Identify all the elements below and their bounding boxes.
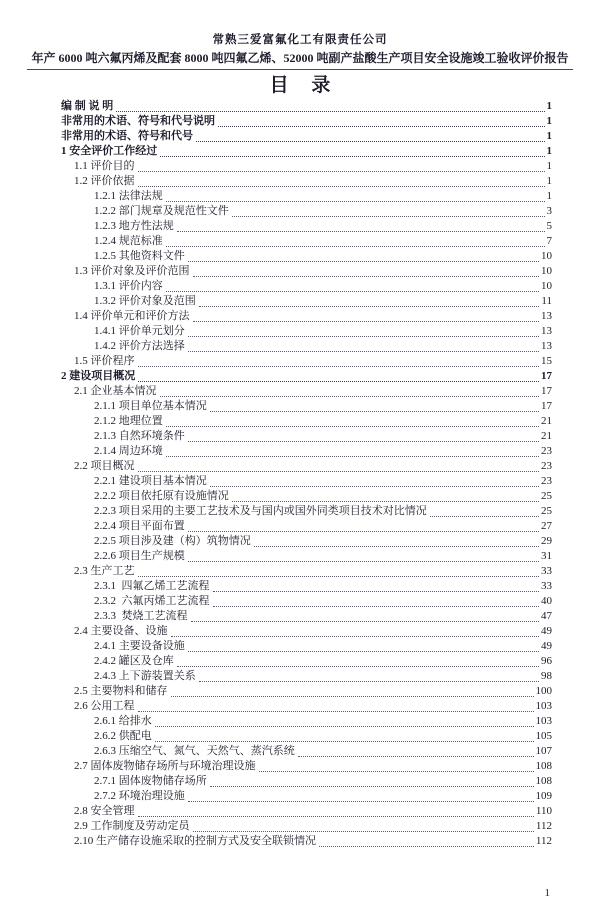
- toc-entry-label: 2.8 安全管理: [74, 805, 135, 817]
- toc-entry-label: 2.1.3 自然环境条件: [94, 430, 185, 442]
- dotted-leader: [138, 565, 540, 577]
- dotted-leader: [171, 625, 540, 637]
- toc-entry: [61, 324, 552, 339]
- toc-entry-page: 17: [541, 400, 552, 412]
- toc-entry-label: 2.10 生产储存设施采取的控制方式及安全联锁情况: [74, 835, 316, 847]
- toc-entry-page: 17: [541, 385, 552, 397]
- toc-entry: [61, 279, 552, 294]
- footer-page-number: 1: [544, 887, 550, 899]
- toc-entry-page: 110: [535, 805, 552, 817]
- page-header: [27, 33, 573, 70]
- toc-entry: [61, 144, 552, 159]
- toc-entry: [61, 114, 552, 129]
- toc-entry: [61, 339, 552, 354]
- dotted-leader: [177, 220, 545, 232]
- toc-entry-page: 7: [546, 235, 552, 247]
- toc-entry: [61, 504, 552, 519]
- toc-entry-page: 13: [541, 325, 552, 337]
- toc-entry: [61, 174, 552, 189]
- toc-entry-page: 1: [546, 100, 552, 112]
- dotted-leader: [138, 370, 539, 382]
- toc-entry-page: 1: [546, 175, 552, 187]
- dotted-leader: [116, 100, 544, 112]
- dotted-leader: [193, 310, 540, 322]
- toc-entry-page: 23: [541, 475, 552, 487]
- dotted-leader: [210, 475, 539, 487]
- toc-entry-label: 2.6.2 供配电: [94, 730, 152, 742]
- toc-entry: [61, 534, 552, 549]
- toc-entry-page: 23: [541, 445, 552, 457]
- dotted-leader: [138, 805, 534, 817]
- dotted-leader: [177, 655, 539, 667]
- toc-entry: [61, 429, 552, 444]
- dotted-leader: [199, 670, 539, 682]
- report-title: 年产 6000 吨六氟丙烯及配套 8000 吨四氟乙烯、52000 吨副产盐酸生产项目安全设施竣工验收评价报告: [31, 51, 569, 65]
- toc-entry-page: 17: [541, 370, 552, 382]
- toc-entry-label: 2.2.3 项目采用的主要工艺技术及与国内或国外同类项目技术对比情况: [94, 505, 427, 517]
- toc-entry-label: 1.3.1 评价内容: [94, 280, 163, 292]
- toc-entry: [61, 564, 552, 579]
- dotted-leader: [138, 355, 540, 367]
- toc-entry: [61, 474, 552, 489]
- toc-entry: [61, 579, 552, 594]
- toc-entry-label: 2.1.1 项目单位基本情况: [94, 400, 207, 412]
- toc-entry-page: 27: [541, 520, 552, 532]
- toc-entry-page: 25: [541, 505, 552, 517]
- toc-entry-page: 23: [541, 460, 552, 472]
- toc-entry-page: 21: [541, 415, 552, 427]
- toc-entry-label: 非常用的术语、符号和代号说明: [61, 115, 215, 127]
- toc-entry-label: 1.2.4 规范标准: [94, 235, 163, 247]
- toc-entry-label: 2.4.3 上下游装置关系: [94, 670, 196, 682]
- dotted-leader: [138, 700, 534, 712]
- toc-entry-page: 108: [535, 760, 552, 772]
- toc-entry-label: 1.2.5 其他资料文件: [94, 250, 185, 262]
- toc-entry-page: 105: [535, 730, 552, 742]
- toc-entry-page: 1: [546, 145, 552, 157]
- toc-entry: [61, 744, 552, 759]
- toc-title: 目 录: [269, 75, 340, 96]
- toc-entry-label: 2.3.1 四氟乙烯工艺流程: [94, 580, 210, 592]
- toc-entry: [61, 819, 552, 834]
- toc-entry-label: 2 建设项目概况: [61, 370, 136, 382]
- toc-entry-page: 49: [541, 640, 552, 652]
- toc-entry: [61, 444, 552, 459]
- toc-entry-page: 108: [535, 775, 552, 787]
- dotted-leader: [232, 490, 539, 502]
- dotted-leader: [254, 535, 539, 547]
- toc-entry: [61, 669, 552, 684]
- toc-entry: [61, 519, 552, 534]
- toc-entry-page: 96: [541, 655, 552, 667]
- dotted-leader: [160, 145, 544, 157]
- toc-entry-label: 2.3.2 六氟丙烯工艺流程: [94, 595, 210, 607]
- toc-entry: [61, 489, 552, 504]
- toc-entry-page: 1: [546, 190, 552, 202]
- toc-entry-label: 1.3.2 评价对象及范围: [94, 295, 196, 307]
- company-name: 常熟三爱富氟化工有限责任公司: [212, 34, 388, 46]
- dotted-leader: [193, 265, 540, 277]
- dotted-leader: [166, 415, 539, 427]
- toc-entry-page: 1: [546, 115, 552, 127]
- toc-entry-label: 非常用的术语、符号和代号: [61, 130, 193, 142]
- toc-entry: [61, 834, 552, 849]
- toc-entry: [61, 549, 552, 564]
- toc-entry-label: 2.2 项目概况: [74, 460, 135, 472]
- toc-entry: [61, 399, 552, 414]
- dotted-leader: [188, 250, 539, 262]
- toc-entry: [61, 789, 552, 804]
- toc-entry-page: 15: [541, 355, 552, 367]
- toc-entry-label: 2.7.2 环境治理设施: [94, 790, 185, 802]
- toc-entry-label: 1.2.1 法律法规: [94, 190, 163, 202]
- dotted-leader: [138, 460, 540, 472]
- toc-entry-label: 2.3.3 焚烧工艺流程: [94, 610, 188, 622]
- toc-entry-page: 10: [541, 250, 552, 262]
- toc-entry: [61, 774, 552, 789]
- toc-entry: [61, 294, 552, 309]
- toc-entry-page: 103: [535, 700, 552, 712]
- toc-entry-page: 100: [535, 685, 552, 697]
- dotted-leader: [232, 205, 545, 217]
- toc-entry: [61, 99, 552, 114]
- toc-entry-page: 107: [535, 745, 552, 757]
- toc-entry-page: 3: [546, 205, 552, 217]
- dotted-leader: [430, 505, 539, 517]
- toc-entry-label: 2.4.2 罐区及仓库: [94, 655, 174, 667]
- toc-entry-label: 2.1 企业基本情况: [74, 385, 157, 397]
- toc-entry-label: 1.4 评价单元和评价方法: [74, 310, 190, 322]
- toc-entry-page: 5: [546, 220, 552, 232]
- toc-entry: [61, 159, 552, 174]
- dotted-leader: [160, 385, 540, 397]
- toc-entry-label: 2.9 工作制度及劳动定员: [74, 820, 190, 832]
- toc-entry: [61, 804, 552, 819]
- toc-entry-page: 1: [546, 130, 552, 142]
- toc-entry-label: 1.4.1 评价单元划分: [94, 325, 185, 337]
- toc-entry: [61, 249, 552, 264]
- toc-entry: [61, 384, 552, 399]
- toc-entry: [61, 264, 552, 279]
- toc-entry-label: 1.2.2 部门规章及规范性文件: [94, 205, 229, 217]
- toc-entry: [61, 219, 552, 234]
- toc-entry: [61, 354, 552, 369]
- toc-entry-label: 2.2.1 建设项目基本情况: [94, 475, 207, 487]
- toc-entry: [61, 684, 552, 699]
- toc-entry-page: 10: [541, 280, 552, 292]
- dotted-leader: [193, 820, 534, 832]
- dotted-leader: [319, 835, 534, 847]
- toc-list: [61, 99, 552, 849]
- toc-entry-label: 2.7 固体废物储存场所与环境治理设施: [74, 760, 256, 772]
- dotted-leader: [155, 715, 534, 727]
- dotted-leader: [171, 685, 534, 697]
- toc-entry-label: 2.2.4 项目平面布置: [94, 520, 185, 532]
- toc-entry-page: 49: [541, 625, 552, 637]
- toc-entry: [61, 129, 552, 144]
- toc-entry-page: 112: [535, 835, 552, 847]
- toc-entry: [61, 609, 552, 624]
- toc-entry-label: 2.6.3 压缩空气、氮气、天然气、蒸汽系统: [94, 745, 295, 757]
- toc-entry-page: 29: [541, 535, 552, 547]
- toc-entry: [61, 639, 552, 654]
- toc-entry-label: 2.6.1 给排水: [94, 715, 152, 727]
- dotted-leader: [188, 520, 539, 532]
- toc-entry-page: 13: [541, 310, 552, 322]
- toc-entry-label: 1.1 评价目的: [74, 160, 135, 172]
- toc-entry-page: 25: [541, 490, 552, 502]
- dotted-leader: [259, 760, 534, 772]
- dotted-leader: [138, 175, 545, 187]
- toc-entry-page: 103: [535, 715, 552, 727]
- dotted-leader: [188, 340, 539, 352]
- dotted-leader: [196, 130, 545, 142]
- toc-entry: [61, 729, 552, 744]
- toc-entry-label: 2.4.1 主要设备设施: [94, 640, 185, 652]
- toc-entry-label: 2.3 生产工艺: [74, 565, 135, 577]
- toc-entry-label: 2.1.2 地理位置: [94, 415, 163, 427]
- dotted-leader: [188, 550, 539, 562]
- toc-entry-label: 1.5 评价程序: [74, 355, 135, 367]
- toc-entry-label: 2.7.1 固体废物储存场所: [94, 775, 207, 787]
- dotted-leader: [138, 160, 545, 172]
- toc-entry: [61, 204, 552, 219]
- toc-entry: [61, 414, 552, 429]
- toc-entry-page: 13: [541, 340, 552, 352]
- toc-entry-label: 1.2.3 地方性法规: [94, 220, 174, 232]
- toc-entry-page: 11: [541, 295, 552, 307]
- toc-entry-label: 1 安全评价工作经过: [61, 145, 158, 157]
- dotted-leader: [166, 280, 539, 292]
- dotted-leader: [188, 325, 539, 337]
- toc-entry-label: 1.2 评价依据: [74, 175, 135, 187]
- dotted-leader: [155, 730, 534, 742]
- document-page: [0, 33, 600, 912]
- dotted-leader: [191, 610, 540, 622]
- toc-entry-label: 2.5 主要物料和储存: [74, 685, 168, 697]
- dotted-leader: [166, 190, 545, 202]
- toc-entry: [61, 654, 552, 669]
- toc-entry-page: 33: [541, 565, 552, 577]
- toc-entry-page: 21: [541, 430, 552, 442]
- toc-entry: [61, 189, 552, 204]
- dotted-leader: [188, 640, 539, 652]
- dotted-leader: [188, 790, 534, 802]
- toc-entry-label: 2.1.4 周边环境: [94, 445, 163, 457]
- toc-entry-page: 47: [541, 610, 552, 622]
- toc-entry-label: 2.6 公用工程: [74, 700, 135, 712]
- dotted-leader: [166, 235, 545, 247]
- dotted-leader: [218, 115, 545, 127]
- dotted-leader: [210, 775, 534, 787]
- toc-entry-label: 2.2.6 项目生产规模: [94, 550, 185, 562]
- toc-entry-label: 1.4.2 评价方法选择: [94, 340, 185, 352]
- dotted-leader: [199, 295, 540, 307]
- toc-entry: [61, 234, 552, 249]
- dotted-leader: [188, 430, 539, 442]
- toc-entry-page: 109: [535, 790, 552, 802]
- toc-entry-page: 31: [541, 550, 552, 562]
- toc-entry-page: 10: [541, 265, 552, 277]
- dotted-leader: [210, 400, 539, 412]
- toc-entry: [61, 759, 552, 774]
- toc-entry-page: 33: [541, 580, 552, 592]
- toc-entry: [61, 624, 552, 639]
- dotted-leader: [213, 580, 540, 592]
- toc-entry-label: 2.4 主要设备、设施: [74, 625, 168, 637]
- toc-entry-page: 1: [546, 160, 552, 172]
- toc-entry: [61, 309, 552, 324]
- toc-entry-label: 编 制 说 明: [61, 100, 114, 112]
- toc-entry-page: 112: [535, 820, 552, 832]
- toc-entry-label: 1.3 评价对象及评价范围: [74, 265, 190, 277]
- toc-entry: [61, 714, 552, 729]
- toc-entry-label: 2.2.2 项目依托原有设施情况: [94, 490, 229, 502]
- toc-entry-page: 98: [541, 670, 552, 682]
- dotted-leader: [298, 745, 534, 757]
- toc-entry: [61, 459, 552, 474]
- dotted-leader: [166, 445, 539, 457]
- toc-entry-label: 2.2.5 项目涉及建（构）筑物情况: [94, 535, 251, 547]
- toc-entry-page: 40: [541, 595, 552, 607]
- toc-entry: [61, 369, 552, 384]
- toc-entry: [61, 594, 552, 609]
- dotted-leader: [213, 595, 540, 607]
- toc-entry: [61, 699, 552, 714]
